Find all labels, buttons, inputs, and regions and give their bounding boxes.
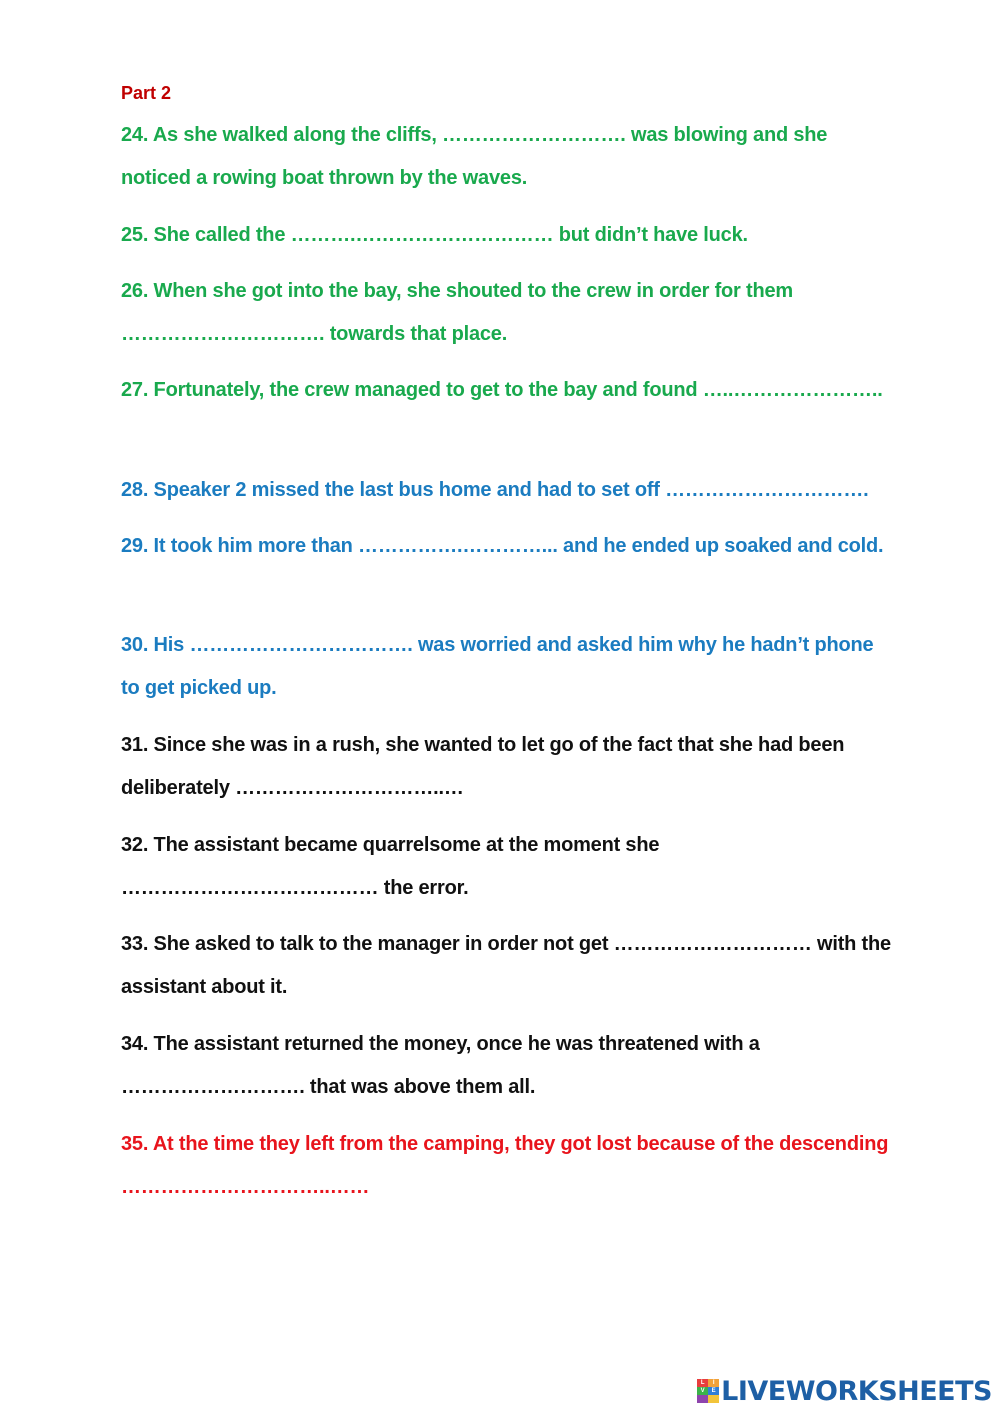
logo-icon-cell: I (708, 1379, 719, 1387)
liveworksheets-logo-icon (697, 1379, 719, 1403)
logo-text: LIVEWORKSHEETS (721, 1375, 992, 1407)
question-27: 27. Fortunately, the crew managed to get to the bay and found …..………………….. (121, 379, 883, 401)
logo-icon-cell (708, 1395, 719, 1403)
logo-icon-cell: L (697, 1379, 708, 1387)
logo-icon-cell: V (697, 1387, 708, 1395)
question-30: 30. His ……………………………. was worried and asked him why he hadn’t phone to get picked up. (121, 634, 874, 699)
question-29: 29. It took him more than …………….…………... and he ended up soaked and cold. (121, 535, 884, 557)
question-31: 31. Since she was in a rush, she wanted to let go of the fact that she had been deliberately …………………………..… (121, 734, 845, 799)
question-35: 35. At the time they left from the camping, they got lost because of the descending …………………………..…… (121, 1133, 889, 1198)
logo-icon-cell (697, 1395, 708, 1403)
question-33: 33. She asked to talk to the manager in order not get ………………………… with the assistant about it. (121, 933, 891, 998)
question-34: 34. The assistant returned the money, once he was threatened with a ………………………. that was above them all. (121, 1033, 760, 1098)
question-25: 25. She called the ……….………………………… but didn’t have luck. (121, 224, 748, 246)
question-26: 26. When she got into the bay, she shouted to the crew in order for them …………………………. towards that place. (121, 280, 793, 345)
liveworksheets-logo (697, 1375, 992, 1407)
question-32: 32. The assistant became quarrelsome at the moment she ………………………………… the error. (121, 834, 660, 899)
part-title: Part 2 (121, 83, 172, 103)
logo-icon-cell: E (708, 1387, 719, 1395)
question-24: 24. As she walked along the cliffs, ………………………. was blowing and she noticed a rowing boat thrown by the waves. (121, 124, 828, 189)
question-28: 28. Speaker 2 missed the last bus home and had to set off …………………………. (121, 479, 869, 501)
